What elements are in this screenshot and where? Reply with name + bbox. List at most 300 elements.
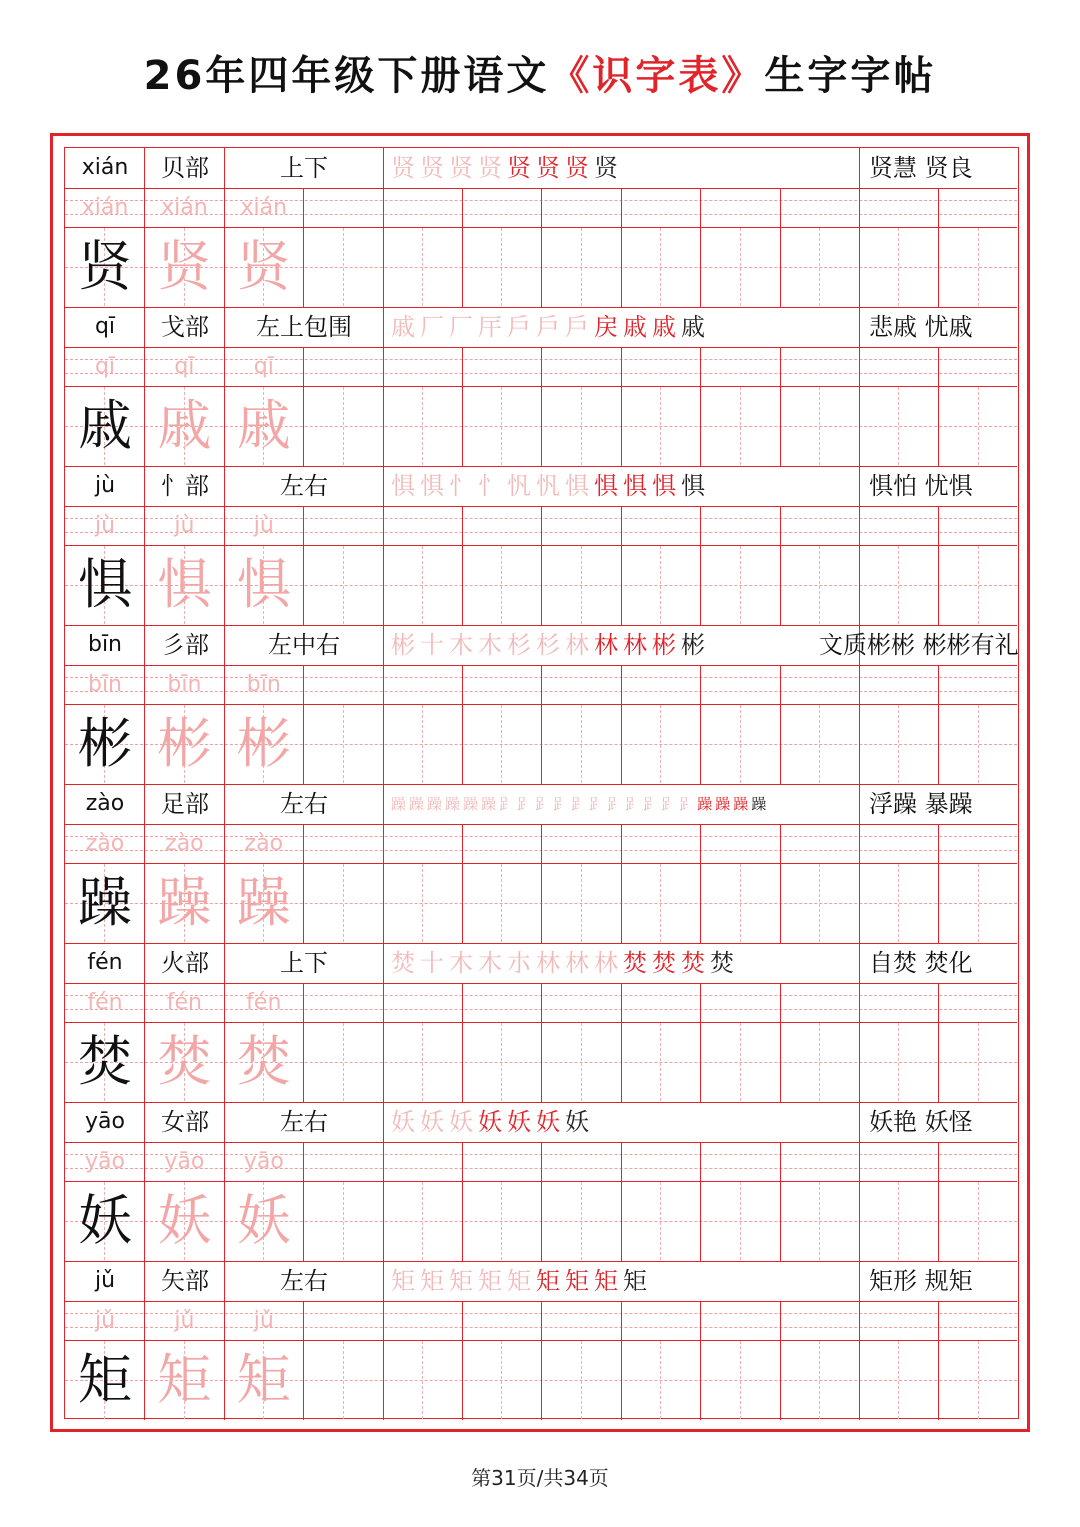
stroke-step: 贤 xyxy=(391,154,417,182)
pinyin-trace: xián xyxy=(240,195,288,220)
cell-center-line xyxy=(343,1023,344,1101)
cell-center-line xyxy=(660,1341,661,1419)
row-divider xyxy=(65,466,1017,467)
stroke-step: 十 xyxy=(420,949,446,977)
column-line xyxy=(938,1301,939,1420)
column-line xyxy=(383,148,384,307)
trace-character: 惧 xyxy=(236,553,291,616)
stroke-step: 贤 xyxy=(449,154,475,182)
stroke-step: 忄 xyxy=(449,472,475,500)
cell-center-line xyxy=(819,864,820,942)
column-line xyxy=(541,188,542,307)
stroke-step: 彬 xyxy=(652,631,678,659)
pinyin-trace: jǔ xyxy=(174,1308,195,1333)
pinyin-label: fén xyxy=(87,950,123,975)
trace-character: 戚 xyxy=(157,394,212,457)
stroke-step: 戶 xyxy=(536,313,562,341)
stroke-step: 妖 xyxy=(565,1108,591,1136)
stroke-order xyxy=(391,468,861,504)
stroke-step: 躁 xyxy=(391,795,407,813)
stroke-step: 林 xyxy=(623,631,649,659)
stroke-step: 杉 xyxy=(507,631,533,659)
stroke-order xyxy=(391,945,861,981)
cell-center-line xyxy=(343,546,344,624)
cell-center-line xyxy=(898,546,899,624)
cell-center-line xyxy=(898,1023,899,1101)
column-line xyxy=(383,307,384,466)
cell-center-line xyxy=(501,1182,502,1260)
stroke-step: 木 xyxy=(478,949,504,977)
trace-character: 惧 xyxy=(157,553,212,616)
stroke-step: 躁 xyxy=(427,795,443,813)
column-line xyxy=(700,1142,701,1261)
stroke-step: 𧾷 xyxy=(499,795,515,813)
row-divider xyxy=(65,784,1017,785)
column-line xyxy=(541,1142,542,1261)
cell-center-line xyxy=(978,705,979,783)
stroke-step: 矩 xyxy=(391,1267,417,1295)
stroke-step: 戚 xyxy=(391,313,417,341)
pinyin-label: qī xyxy=(94,314,116,339)
pinyin-trace: fén xyxy=(246,990,282,1015)
stroke-order xyxy=(391,1104,861,1140)
cell-center-line xyxy=(581,1182,582,1260)
cell-center-line xyxy=(422,1182,423,1260)
radical-label: 足部 xyxy=(161,790,209,818)
column-line xyxy=(462,1142,463,1261)
stroke-step: 惧 xyxy=(391,472,417,500)
radical-label: 彡部 xyxy=(161,631,209,659)
structure-label: 左中右 xyxy=(268,631,340,659)
column-line xyxy=(621,506,622,625)
pinyin-trace: qī xyxy=(253,354,274,379)
cell-center-line xyxy=(660,1023,661,1101)
column-line xyxy=(700,983,701,1102)
trace-character: 躁 xyxy=(236,871,291,934)
column-line xyxy=(541,347,542,466)
cell-center-line xyxy=(501,546,502,624)
page-footer: 第31页/共34页 xyxy=(471,1466,609,1490)
structure-label: 上下 xyxy=(280,154,328,182)
pinyin-trace: jù xyxy=(94,513,116,538)
column-line xyxy=(462,188,463,307)
pinyin-label: yāo xyxy=(85,1109,125,1134)
stroke-step: 贤 xyxy=(565,154,591,182)
cell-center-line xyxy=(501,864,502,942)
cell-center-line xyxy=(898,864,899,942)
cell-center-line xyxy=(343,864,344,942)
column-line xyxy=(938,983,939,1102)
stroke-step: 贤 xyxy=(507,154,533,182)
pinyin-trace: bīn xyxy=(87,672,123,697)
pinyin-trace: jǔ xyxy=(94,1308,116,1333)
stroke-step: 矩 xyxy=(507,1267,533,1295)
trace-character: 贤 xyxy=(157,235,212,298)
title-prefix: 26年四年级下册语文 xyxy=(143,53,550,99)
example-words: 文质彬彬 彬彬有礼 xyxy=(819,631,1019,659)
column-line xyxy=(541,983,542,1102)
column-line xyxy=(938,824,939,943)
stroke-step: 𧾷 xyxy=(589,795,605,813)
column-line xyxy=(462,665,463,784)
stroke-step: 林 xyxy=(565,631,591,659)
column-line xyxy=(462,824,463,943)
structure-label: 上下 xyxy=(280,949,328,977)
structure-label: 左右 xyxy=(280,1108,328,1136)
stroke-step: 杉 xyxy=(536,631,562,659)
cell-center-line xyxy=(660,228,661,306)
column-line xyxy=(462,1301,463,1420)
stroke-step: 矩 xyxy=(449,1267,475,1295)
stroke-step: 戶 xyxy=(507,313,533,341)
cell-center-line xyxy=(581,1023,582,1101)
column-line xyxy=(700,347,701,466)
cell-center-line xyxy=(740,387,741,465)
char-entry xyxy=(65,148,1017,307)
trace-character: 矩 xyxy=(236,1348,291,1411)
stroke-step: 林 xyxy=(594,949,620,977)
title-suffix: 生字字帖 xyxy=(764,53,937,99)
stroke-step: 忄 xyxy=(478,472,504,500)
column-line xyxy=(541,506,542,625)
stroke-step: 𧾷 xyxy=(679,795,695,813)
cell-center-line xyxy=(819,228,820,306)
stroke-step: 惧 xyxy=(565,472,591,500)
cell-center-line xyxy=(501,387,502,465)
stroke-step: 戚 xyxy=(681,313,707,341)
example-words: 浮躁 暴躁 xyxy=(869,790,973,818)
column-line xyxy=(541,1301,542,1420)
stroke-step: 惧 xyxy=(623,472,649,500)
stroke-step: 𧾷 xyxy=(661,795,677,813)
cell-center-line xyxy=(660,864,661,942)
cell-center-line xyxy=(422,1341,423,1419)
stroke-step: 矩 xyxy=(623,1267,649,1295)
stroke-step: 林 xyxy=(565,949,591,977)
column-line xyxy=(938,665,939,784)
stroke-step: 矩 xyxy=(478,1267,504,1295)
radical-label: 忄部 xyxy=(161,472,209,500)
pinyin-trace: zào xyxy=(244,831,284,856)
model-character: 贤 xyxy=(78,235,132,298)
cell-center-line xyxy=(819,387,820,465)
model-character: 躁 xyxy=(78,871,132,934)
cell-center-line xyxy=(740,1023,741,1101)
row-divider xyxy=(65,307,1017,308)
cell-center-line xyxy=(660,546,661,624)
stroke-step: 矩 xyxy=(420,1267,446,1295)
column-line xyxy=(700,1301,701,1420)
cell-center-line xyxy=(898,228,899,306)
cell-center-line xyxy=(501,705,502,783)
cell-center-line xyxy=(819,705,820,783)
stroke-step: 贤 xyxy=(536,154,562,182)
stroke-step: 戶 xyxy=(565,313,591,341)
stroke-step: 木 xyxy=(449,631,475,659)
stroke-step: 焚 xyxy=(652,949,678,977)
pinyin-trace: qī xyxy=(94,354,116,379)
char-entry xyxy=(65,1102,1017,1261)
radical-label: 火部 xyxy=(161,949,209,977)
stroke-step: 戚 xyxy=(623,313,649,341)
stroke-order xyxy=(391,309,861,345)
column-line xyxy=(780,347,781,466)
trace-character: 焚 xyxy=(236,1030,291,1093)
stroke-step: 焚 xyxy=(710,949,736,977)
cell-center-line xyxy=(581,387,582,465)
char-entry xyxy=(65,1261,1017,1420)
cell-center-line xyxy=(422,1023,423,1101)
pinyin-trace: zào xyxy=(165,831,204,856)
stroke-step: 十 xyxy=(420,631,446,659)
example-words: 贤慧 贤良 xyxy=(869,154,973,182)
stroke-step: 躁 xyxy=(445,795,461,813)
trace-character: 彬 xyxy=(157,712,212,775)
cell-center-line xyxy=(819,1023,820,1101)
trace-character: 贤 xyxy=(236,235,291,298)
cell-center-line xyxy=(978,546,979,624)
pinyin-trace: fén xyxy=(166,990,202,1015)
trace-character: 矩 xyxy=(157,1348,212,1411)
char-entry xyxy=(65,625,1017,784)
example-words: 惧怕 忧惧 xyxy=(869,472,973,500)
stroke-step: 躁 xyxy=(481,795,497,813)
cell-center-line xyxy=(898,1182,899,1260)
column-line xyxy=(383,466,384,625)
structure-label: 左上包围 xyxy=(256,313,352,341)
cell-center-line xyxy=(422,228,423,306)
pinyin-label: jǔ xyxy=(94,1268,116,1293)
model-character: 焚 xyxy=(78,1030,132,1093)
column-line xyxy=(780,1301,781,1420)
column-line xyxy=(383,625,384,784)
stroke-order xyxy=(391,1263,861,1299)
radical-label: 戈部 xyxy=(161,313,209,341)
title-accent: 《识字表》 xyxy=(549,53,765,99)
stroke-step: 惧 xyxy=(420,472,446,500)
stroke-step: 彬 xyxy=(681,631,707,659)
cell-center-line xyxy=(898,1341,899,1419)
column-line xyxy=(938,347,939,466)
column-line xyxy=(383,943,384,1102)
cell-center-line xyxy=(581,705,582,783)
structure-label: 左右 xyxy=(280,472,328,500)
pinyin-trace: bīn xyxy=(167,672,202,697)
column-line xyxy=(780,983,781,1102)
stroke-step: 焚 xyxy=(623,949,649,977)
pinyin-trace: qī xyxy=(174,354,195,379)
cell-center-line xyxy=(422,387,423,465)
char-entry xyxy=(65,466,1017,625)
trace-character: 焚 xyxy=(157,1030,212,1093)
pinyin-trace: yāo xyxy=(243,1149,284,1174)
stroke-step: 忛 xyxy=(536,472,562,500)
char-entry xyxy=(65,943,1017,1102)
stroke-step: 惧 xyxy=(681,472,707,500)
stroke-step: 𧾷 xyxy=(607,795,623,813)
pinyin-trace: xián xyxy=(161,195,208,220)
cell-center-line xyxy=(978,228,979,306)
cell-center-line xyxy=(660,705,661,783)
stroke-order xyxy=(391,150,861,186)
column-line xyxy=(700,824,701,943)
pinyin-trace: fén xyxy=(87,990,123,1015)
stroke-step: 木 xyxy=(478,631,504,659)
stroke-step: 朩 xyxy=(507,949,533,977)
stroke-step: 林 xyxy=(536,949,562,977)
trace-character: 躁 xyxy=(157,871,212,934)
radical-label: 贝部 xyxy=(161,154,209,182)
column-line xyxy=(621,188,622,307)
structure-label: 左右 xyxy=(280,790,328,818)
cell-center-line xyxy=(740,228,741,306)
pinyin-trace: bīn xyxy=(246,672,281,697)
cell-center-line xyxy=(740,864,741,942)
stroke-step: 焚 xyxy=(681,949,707,977)
trace-character: 妖 xyxy=(236,1189,291,1252)
pinyin-label: jù xyxy=(94,473,116,498)
page-title xyxy=(0,44,1080,101)
cell-center-line xyxy=(740,1182,741,1260)
stroke-order xyxy=(391,786,861,822)
stroke-step: 妖 xyxy=(536,1108,562,1136)
example-words: 矩形 规矩 xyxy=(869,1267,973,1295)
column-line xyxy=(780,188,781,307)
structure-label: 左右 xyxy=(280,1267,328,1295)
column-line xyxy=(462,347,463,466)
stroke-step: 躁 xyxy=(715,795,731,813)
column-line xyxy=(938,506,939,625)
radical-label: 女部 xyxy=(161,1108,209,1136)
cell-center-line xyxy=(819,1341,820,1419)
cell-center-line xyxy=(501,1341,502,1419)
column-line xyxy=(462,506,463,625)
example-words: 妖艳 妖怪 xyxy=(869,1108,973,1136)
row-divider xyxy=(65,943,1017,944)
stroke-step: 戻 xyxy=(594,313,620,341)
trace-character: 戚 xyxy=(236,394,291,457)
model-character: 彬 xyxy=(78,712,132,775)
cell-center-line xyxy=(343,705,344,783)
cell-center-line xyxy=(740,546,741,624)
column-line xyxy=(541,665,542,784)
model-character: 戚 xyxy=(78,394,132,457)
cell-center-line xyxy=(343,1341,344,1419)
column-line xyxy=(780,665,781,784)
pinyin-label: zào xyxy=(85,791,125,816)
cell-center-line xyxy=(581,864,582,942)
cell-center-line xyxy=(898,705,899,783)
column-line xyxy=(938,1142,939,1261)
cell-center-line xyxy=(978,1182,979,1260)
pinyin-trace: yāo xyxy=(85,1149,125,1174)
pinyin-label: bīn xyxy=(87,632,123,657)
stroke-step: 躁 xyxy=(697,795,713,813)
row-divider xyxy=(65,1261,1017,1262)
column-line xyxy=(700,188,701,307)
cell-center-line xyxy=(343,387,344,465)
model-character: 惧 xyxy=(78,553,132,616)
column-line xyxy=(621,1301,622,1420)
cell-center-line xyxy=(343,228,344,306)
column-line xyxy=(621,347,622,466)
stroke-step: 贤 xyxy=(594,154,620,182)
stroke-step: 忛 xyxy=(507,472,533,500)
cell-center-line xyxy=(422,864,423,942)
stroke-step: 矩 xyxy=(594,1267,620,1295)
example-words: 悲戚 忧戚 xyxy=(869,313,973,341)
stroke-step: 惧 xyxy=(594,472,620,500)
pinyin-label: xián xyxy=(81,155,129,180)
model-character: 矩 xyxy=(78,1348,132,1411)
pinyin-trace: xián xyxy=(81,195,129,220)
stroke-step: 𧾷 xyxy=(571,795,587,813)
cell-center-line xyxy=(422,705,423,783)
model-character: 妖 xyxy=(78,1189,132,1252)
cell-center-line xyxy=(740,1341,741,1419)
stroke-step: 妖 xyxy=(507,1108,533,1136)
example-words: 自焚 焚化 xyxy=(869,949,973,977)
cell-center-line xyxy=(978,1023,979,1101)
column-line xyxy=(700,665,701,784)
cell-center-line xyxy=(501,1023,502,1101)
stroke-step: 厈 xyxy=(478,313,504,341)
stroke-order xyxy=(391,627,861,663)
pinyin-trace: zào xyxy=(85,831,125,856)
row-divider xyxy=(65,625,1017,626)
stroke-step: 躁 xyxy=(409,795,425,813)
stroke-step: 妖 xyxy=(449,1108,475,1136)
trace-character: 妖 xyxy=(157,1189,212,1252)
radical-label: 矢部 xyxy=(161,1267,209,1295)
cell-center-line xyxy=(343,1182,344,1260)
column-line xyxy=(621,665,622,784)
column-line xyxy=(700,506,701,625)
cell-center-line xyxy=(581,1341,582,1419)
column-line xyxy=(780,506,781,625)
column-line xyxy=(383,1261,384,1420)
stroke-step: 妖 xyxy=(478,1108,504,1136)
column-line xyxy=(462,983,463,1102)
cell-center-line xyxy=(819,1182,820,1260)
stroke-step: 焚 xyxy=(391,949,417,977)
stroke-step: 木 xyxy=(449,949,475,977)
column-line xyxy=(541,824,542,943)
stroke-step: 妖 xyxy=(420,1108,446,1136)
column-line xyxy=(780,1142,781,1261)
cell-center-line xyxy=(978,1341,979,1419)
trace-character: 彬 xyxy=(236,712,291,775)
column-line xyxy=(383,1102,384,1261)
column-line xyxy=(383,784,384,943)
stroke-step: 矩 xyxy=(565,1267,591,1295)
stroke-step: 厂 xyxy=(449,313,475,341)
cell-center-line xyxy=(819,546,820,624)
column-line xyxy=(621,824,622,943)
stroke-step: 林 xyxy=(594,631,620,659)
row-divider xyxy=(65,1102,1017,1103)
stroke-step: 妖 xyxy=(391,1108,417,1136)
cell-center-line xyxy=(581,228,582,306)
stroke-step: 躁 xyxy=(733,795,749,813)
stroke-step: 彬 xyxy=(391,631,417,659)
pinyin-trace: jù xyxy=(253,513,274,538)
char-entry xyxy=(65,307,1017,466)
column-line xyxy=(621,1142,622,1261)
cell-center-line xyxy=(978,387,979,465)
stroke-step: 戚 xyxy=(652,313,678,341)
cell-center-line xyxy=(978,864,979,942)
